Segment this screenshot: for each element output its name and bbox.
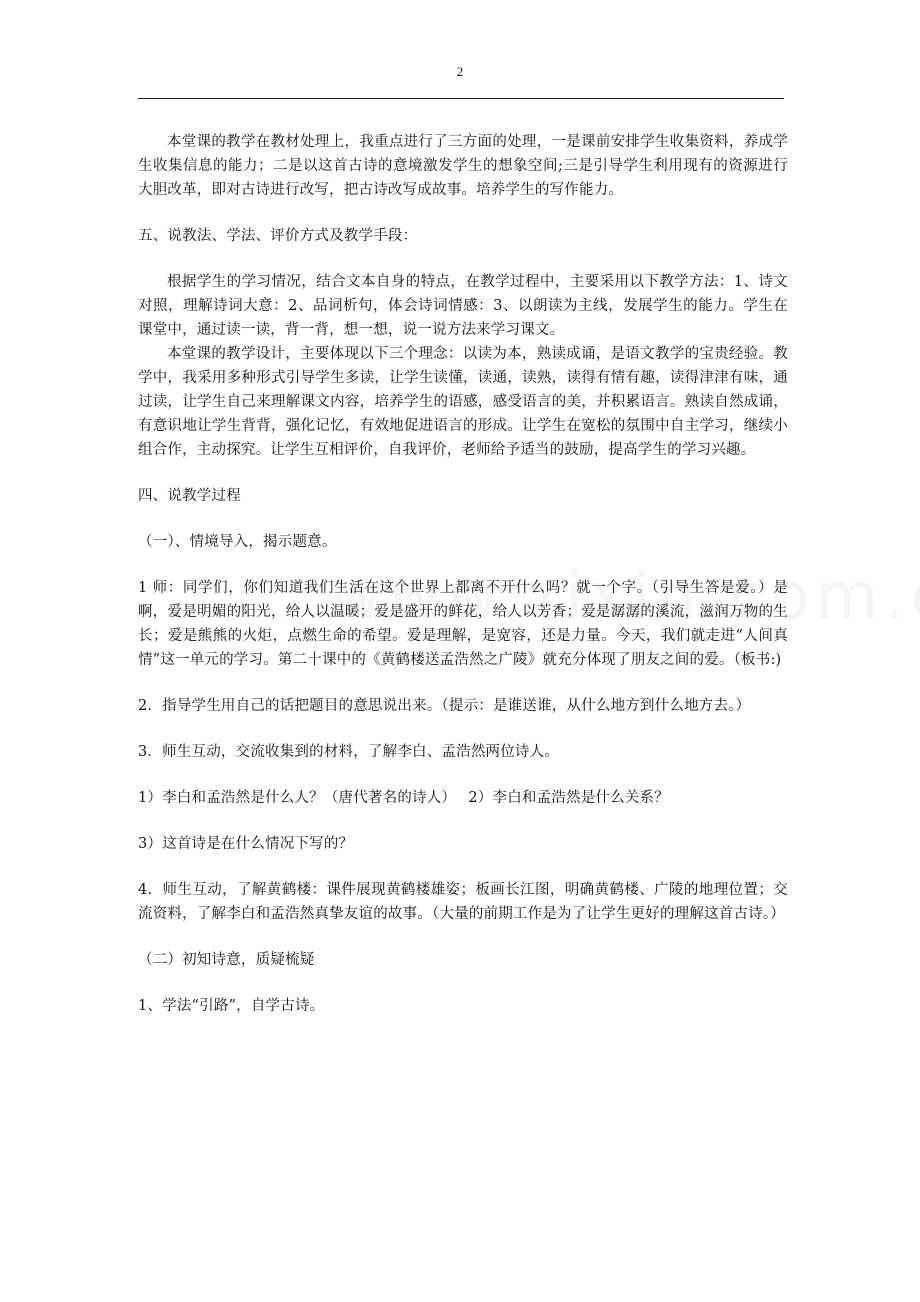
paragraph-step-3: 3．师生互动，交流收集到的材料，了解李白、孟浩然两位诗人。 [138,744,560,760]
subheading-initial-understanding: （二）初知诗意，质疑梳疑 [138,952,315,968]
subheading-situation-intro: （一）、情境导入，揭示题意。 [138,534,337,550]
header-rule [138,98,784,99]
paragraph-step-4: 4．师生互动，了解黄鹤楼：课件展现黄鹤楼雄姿；板画长江图，明确黄鹤楼、广陵的地理位置；交流资料，了解李白和孟浩然真挚友谊的故事。（大量的前期工作是为了让学生更好的理解这首古诗。） [138,882,788,922]
page-number: 2 [456,64,464,79]
section-heading-process: 四、说教学过程 [138,488,241,504]
paragraph-material-handling: 本堂课的教学在教材处理上，我重点进行了三方面的处理，一是课前安排学生收集资料，养成学生收集信息的能力；二是以这首古诗的意境激发学生的想象空间;三是引导学生利用现有的资源进行大胆改革，即对古诗进行改写，把古诗改写成故事。培养学生的写作能力。 [138,134,788,198]
section-heading-methods: 五、说教法、学法、评价方式及教学手段： [138,228,418,244]
paragraph-questions-1-2: 1）李白和孟浩然是什么人？（唐代著名的诗人） 2）李白和孟浩然是什么关系？ [138,790,669,806]
paragraph-question-3: 3）这首诗是在什么情况下写的？ [138,836,354,852]
paragraph-teacher-intro: 1 师：同学们，你们知道我们生活在这个世界上都离不开什么吗？就一个字。（引导生答是爱。）是啊，爱是明媚的阳光，给人以温暖；爱是盛开的鲜花，给人以芳香；爱是潺潺的溪流，滋润万物的生长；爱是熊熊的火炬，点燃生命的希望。爱是理解，是宽容，还是力量。今天，我们就走进“人间真情”这一单元的学习。第二十课中的《黄鹤楼送孟浩然之广陵》就充分体现了朋友之间的爱。（板书:) [138,580,788,668]
paragraph-design-philosophy: 本堂课的教学设计，主要体现以下三个理念：以读为本，熟读成诵，是语文教学的宝贵经验。教学中，我采用多种形式引导学生多读，让学生读懂，读通，读熟，读得有情有趣，读得津津有味，通过读，让学生自己来理解课文内容，培养学生的语感，感受语言的美，并积累语言。熟读自然成诵，有意识地让学生背背，强化记忆，有效地促进语言的形成。让学生在宽松的氛围中自主学习，继续小组合作，主动探究。让学生互相评价，自我评价，老师给予适当的鼓励，提高学生的学习兴趣。 [138,346,788,458]
document-body [138,130,788,1018]
paragraph-self-study: 1、学法“引路”，自学古诗。 [138,998,325,1014]
paragraph-step-2: 2．指导学生用自己的话把题目的意思说出来。（提示：是谁送谁，从什么地方到什么地方去。） [138,698,751,714]
paragraph-teaching-methods: 根据学生的学习情况，结合文本自身的特点，在教学过程中，主要采用以下教学方法：1、诗文对照，理解诗词大意：2、品词析句，体会诗词情感：3、以朗读为主线，发展学生的能力。学生在课堂中，通过读一读，背一背，想一想，说一说方法来学习课文。 [138,274,788,338]
